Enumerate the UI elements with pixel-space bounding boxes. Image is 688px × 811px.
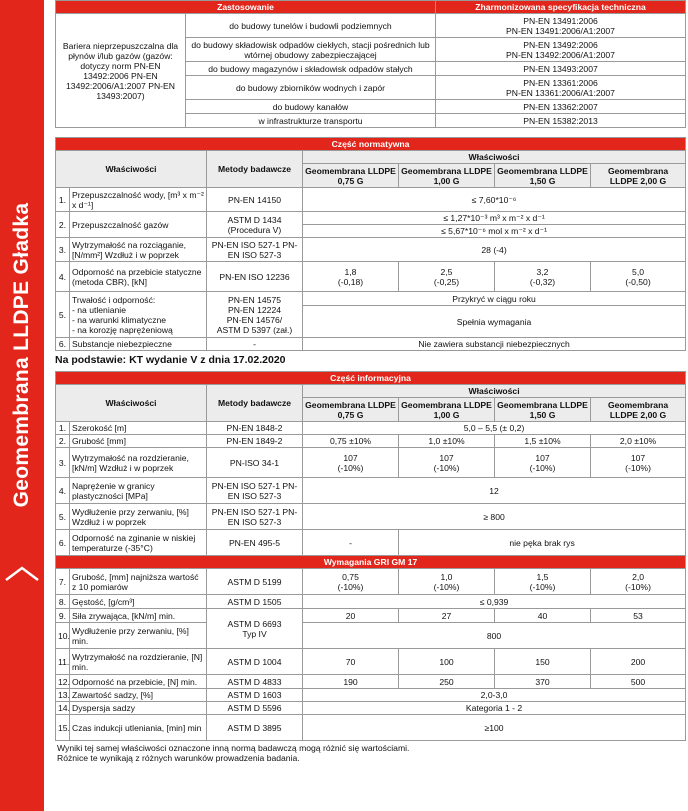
normative-title: Część normatywna bbox=[56, 138, 686, 151]
method-cell: PN-EN 1849-2 bbox=[207, 435, 303, 448]
value-cell: ≤ 7,60*10⁻⁶ bbox=[303, 188, 686, 212]
value-cell: 2,0 (-10%) bbox=[591, 569, 686, 595]
method-cell: ASTM D 6693 Typ IV bbox=[207, 609, 303, 649]
value-cell: 5,0 – 5,5 (± 0,2) bbox=[303, 422, 686, 435]
property-label: Zawartość sadzy, [%] bbox=[70, 689, 207, 702]
property-label: Grubość [mm] bbox=[70, 435, 207, 448]
row-number: 4. bbox=[56, 478, 70, 504]
property-label: Odporność na zginanie w niskiej temperaturze (-35°C) bbox=[70, 530, 207, 556]
value-cell: 1,5 (-10%) bbox=[495, 569, 591, 595]
row-number: 8. bbox=[56, 595, 70, 609]
row-number: 1. bbox=[56, 422, 70, 435]
value-cell: 1,0 (-10%) bbox=[399, 569, 495, 595]
variant-header: Geomembrana LLDPE 2,00 G bbox=[591, 398, 686, 422]
col-methods: Metody badawcze bbox=[207, 385, 303, 422]
value-cell: Nie zawiera substancji niebezpiecznych bbox=[303, 338, 686, 351]
value-cell: 2,0-3,0 bbox=[303, 689, 686, 702]
value-cell: 107 (-10%) bbox=[495, 448, 591, 478]
application-table bbox=[55, 0, 686, 128]
informative-table bbox=[55, 371, 686, 741]
col-properties: Właściwości bbox=[56, 385, 207, 422]
property-label: Gęstość, [g/cm³] bbox=[70, 595, 207, 609]
col-group-properties: Właściwości bbox=[303, 385, 686, 398]
value-cell: 500 bbox=[591, 675, 686, 689]
row-number: 13. bbox=[56, 689, 70, 702]
method-cell: PN-EN ISO 527-1 PN-EN ISO 527-3 bbox=[207, 238, 303, 262]
row-number: 3. bbox=[56, 238, 70, 262]
use-cell: do budowy tunelów i budowli podziemnych bbox=[186, 14, 436, 38]
method-cell: PN-EN 495-5 bbox=[207, 530, 303, 556]
method-cell: ASTM D 1603 bbox=[207, 689, 303, 702]
method-cell: - bbox=[207, 338, 303, 351]
row-number: 6. bbox=[56, 338, 70, 351]
value-cell: ≤ 1,27*10⁻³ m³ x m⁻² x d⁻¹ bbox=[303, 212, 686, 225]
value-cell: ≥ 800 bbox=[303, 504, 686, 530]
property-label: Naprężenie w granicy plastyczności [MPa] bbox=[70, 478, 207, 504]
method-cell: ASTM D 1434 (Procedura V) bbox=[207, 212, 303, 238]
row-number: 7. bbox=[56, 569, 70, 595]
method-cell: ASTM D 1505 bbox=[207, 595, 303, 609]
value-cell: 107 (-10%) bbox=[591, 448, 686, 478]
property-label: Szerokość [m] bbox=[70, 422, 207, 435]
chevron-decor-icon bbox=[0, 550, 44, 610]
row-number: 4. bbox=[56, 262, 70, 292]
property-label: Odporność na przebicie statyczne (metoda CBR), [kN] bbox=[70, 262, 207, 292]
value-cell: 107 (-10%) bbox=[303, 448, 399, 478]
property-label: Wytrzymałość na rozdzieranie, [N] min. bbox=[70, 649, 207, 675]
property-label: Dyspersja sadzy bbox=[70, 702, 207, 715]
spec-cell: PN-EN 13492:2006 PN-EN 13492:2006/A1:2007 bbox=[436, 38, 686, 62]
method-cell: PN-EN ISO 527-1 PN-EN ISO 527-3 bbox=[207, 478, 303, 504]
value-cell: 2,5 (-0,25) bbox=[399, 262, 495, 292]
property-label: Trwałość i odporność: - na utlenianie - na warunki klimatyczne - na korozję naprężeniową bbox=[70, 292, 207, 338]
value-cell: 150 bbox=[495, 649, 591, 675]
value-cell: 53 bbox=[591, 609, 686, 623]
method-cell: PN-ISO 34-1 bbox=[207, 448, 303, 478]
col-methods: Metody badawcze bbox=[207, 151, 303, 188]
value-cell: Kategoria 1 - 2 bbox=[303, 702, 686, 715]
property-label: Czas indukcji utleniania, [min] min bbox=[70, 715, 207, 741]
property-label: Wytrzymałość na rozciąganie, [N/mm²] Wzdłuż i w poprzek bbox=[70, 238, 207, 262]
row-number: 1. bbox=[56, 188, 70, 212]
property-label: Wydłużenie przy zerwaniu, [%] min. bbox=[70, 623, 207, 649]
col-properties: Właściwości bbox=[56, 151, 207, 188]
based-on-note: Na podstawie: KT wydanie V z dnia 17.02.2020 bbox=[55, 354, 286, 366]
property-label: Odporność na przebicie, [N] min. bbox=[70, 675, 207, 689]
row-number: 5. bbox=[56, 504, 70, 530]
method-cell: PN-EN 1848-2 bbox=[207, 422, 303, 435]
value-cell: 250 bbox=[399, 675, 495, 689]
use-cell: w infrastrukturze transportu bbox=[186, 114, 436, 128]
row-number: 3. bbox=[56, 448, 70, 478]
footnote: Wyniki tej samej właściwości oznaczone inną normą badawczą mogą różnić się wartościami. Różnice te wynikają z różnych warunków prowadzenia badania. bbox=[57, 743, 410, 763]
informative-title: Część informacyjna bbox=[56, 372, 686, 385]
sidebar-band bbox=[0, 0, 44, 811]
row-number: 12. bbox=[56, 675, 70, 689]
value-cell: 70 bbox=[303, 649, 399, 675]
value-cell: 20 bbox=[303, 609, 399, 623]
value-cell: ≤ 5,67*10⁻⁶ mol x m⁻² x d⁻¹ bbox=[303, 225, 686, 238]
value-cell: 107 (-10%) bbox=[399, 448, 495, 478]
property-label: Substancje niebezpieczne bbox=[70, 338, 207, 351]
value-cell: Spełnia wymagania bbox=[303, 306, 686, 338]
value-cell: 27 bbox=[399, 609, 495, 623]
spec-cell: PN-EN 15382:2013 bbox=[436, 114, 686, 128]
value-cell: nie pęka brak rys bbox=[399, 530, 686, 556]
spec-cell: PN-EN 13362:2007 bbox=[436, 100, 686, 114]
property-label: Siła zrywająca, [kN/m] min. bbox=[70, 609, 207, 623]
value-cell: ≤ 0,939 bbox=[303, 595, 686, 609]
row-number: 5. bbox=[56, 292, 70, 338]
header-spec: Zharmonizowana specyfikacja techniczna bbox=[436, 1, 686, 14]
property-label: Wydłużenie przy zerwaniu, [%] Wzdłuż i w poprzek bbox=[70, 504, 207, 530]
value-cell: 2,0 ±10% bbox=[591, 435, 686, 448]
use-cell: do budowy zbiorników wodnych i zapór bbox=[186, 76, 436, 100]
barrier-label: Bariera nieprzepuszczalna dla płynów i/lub gazów (gazów: dotyczy norm PN-EN 13492:2006 PN-EN 13492:2006/A1:2007 PN-EN 13493:2007) bbox=[56, 14, 186, 128]
gri-title: Wymagania GRI GM 17 bbox=[56, 556, 686, 569]
value-cell: 3,2 (-0,32) bbox=[495, 262, 591, 292]
use-cell: do budowy magazynów i składowisk odpadów stałych bbox=[186, 62, 436, 76]
variant-header: Geomembrana LLDPE 1,50 G bbox=[495, 398, 591, 422]
normative-table bbox=[55, 137, 686, 351]
use-cell: do budowy kanałów bbox=[186, 100, 436, 114]
property-label: Przepuszczalność gazów bbox=[70, 212, 207, 238]
property-label: Grubość, [mm] najniższa wartość z 10 pomiarów bbox=[70, 569, 207, 595]
value-cell: ≥100 bbox=[303, 715, 686, 741]
row-number: 10. bbox=[56, 623, 70, 649]
row-number: 15. bbox=[56, 715, 70, 741]
value-cell: 370 bbox=[495, 675, 591, 689]
value-cell: 1,5 ±10% bbox=[495, 435, 591, 448]
variant-header: Geomembrana LLDPE 1,00 G bbox=[399, 164, 495, 188]
value-cell: 1,8 (-0,18) bbox=[303, 262, 399, 292]
method-cell: ASTM D 5596 bbox=[207, 702, 303, 715]
variant-header: Geomembrana LLDPE 0,75 G bbox=[303, 164, 399, 188]
spec-cell: PN-EN 13491:2006 PN-EN 13491:2006/A1:2007 bbox=[436, 14, 686, 38]
value-cell: 0,75 (-10%) bbox=[303, 569, 399, 595]
method-cell: ASTM D 1004 bbox=[207, 649, 303, 675]
property-label: Wytrzymałość na rozdzieranie, [kN/m] Wzdłuż i w poprzek bbox=[70, 448, 207, 478]
header-application: Zastosowanie bbox=[56, 1, 436, 14]
variant-header: Geomembrana LLDPE 1,00 G bbox=[399, 398, 495, 422]
method-cell: ASTM D 3895 bbox=[207, 715, 303, 741]
row-number: 2. bbox=[56, 212, 70, 238]
value-cell: 1,0 ±10% bbox=[399, 435, 495, 448]
value-cell: 5,0 (-0,50) bbox=[591, 262, 686, 292]
value-cell: 100 bbox=[399, 649, 495, 675]
method-cell: PN-EN ISO 12236 bbox=[207, 262, 303, 292]
spec-cell: PN-EN 13493:2007 bbox=[436, 62, 686, 76]
row-number: 11. bbox=[56, 649, 70, 675]
value-cell: 12 bbox=[303, 478, 686, 504]
variant-header: Geomembrana LLDPE 1,50 G bbox=[495, 164, 591, 188]
value-cell: 40 bbox=[495, 609, 591, 623]
method-cell: ASTM D 4833 bbox=[207, 675, 303, 689]
value-cell: Przykryć w ciągu roku bbox=[303, 292, 686, 306]
variant-header: Geomembrana LLDPE 2,00 G bbox=[591, 164, 686, 188]
value-cell: 28 (-4) bbox=[303, 238, 686, 262]
value-cell: 190 bbox=[303, 675, 399, 689]
spec-cell: PN-EN 13361:2006 PN-EN 13361:2006/A1:2007 bbox=[436, 76, 686, 100]
value-cell: 200 bbox=[591, 649, 686, 675]
content bbox=[55, 0, 685, 763]
method-cell: ASTM D 5199 bbox=[207, 569, 303, 595]
value-cell: - bbox=[303, 530, 399, 556]
method-cell: PN-EN ISO 527-1 PN-EN ISO 527-3 bbox=[207, 504, 303, 530]
property-label: Przepuszczalność wody, [m³ x m⁻² x d⁻¹] bbox=[70, 188, 207, 212]
value-cell: 800 bbox=[303, 623, 686, 649]
row-number: 6. bbox=[56, 530, 70, 556]
row-number: 9. bbox=[56, 609, 70, 623]
sidebar-title: Geomembrana LLDPE Gładka bbox=[10, 202, 33, 508]
use-cell: do budowy składowisk odpadów ciekłych, stacji pośrednich lub wtórnej obudowy zabezpieczającej bbox=[186, 38, 436, 62]
method-cell: PN-EN 14575 PN-EN 12224 PN-EN 14576/ ASTM D 5397 (zał.) bbox=[207, 292, 303, 338]
row-number: 14. bbox=[56, 702, 70, 715]
method-cell: PN-EN 14150 bbox=[207, 188, 303, 212]
variant-header: Geomembrana LLDPE 0,75 G bbox=[303, 398, 399, 422]
value-cell: 0,75 ±10% bbox=[303, 435, 399, 448]
col-group-properties: Właściwości bbox=[303, 151, 686, 164]
row-number: 2. bbox=[56, 435, 70, 448]
